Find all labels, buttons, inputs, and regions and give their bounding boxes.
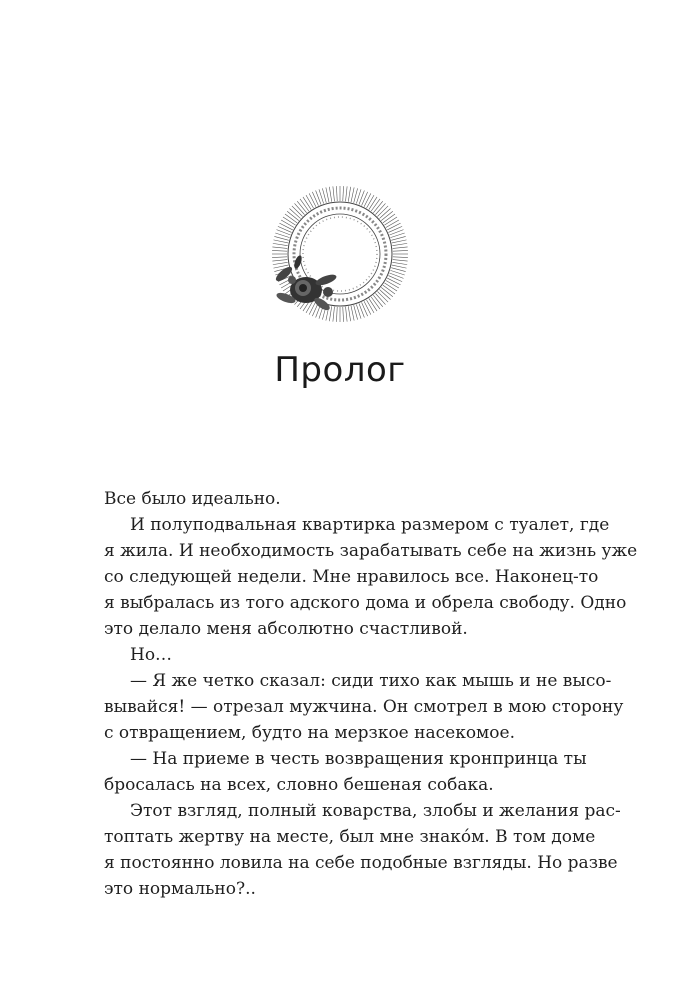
text-line: — Я же четко сказал: сиди тихо как мышь и не высо- [130, 671, 612, 691]
text-line: с отвращением, будто на мерзкое насекомое. [104, 723, 515, 743]
text-line: я жила. И необходимость зарабатывать себе на жизнь уже [104, 541, 638, 561]
text-line: я постоянно ловила на себе подобные взгляды. Но разве [104, 853, 618, 873]
text-line: со следующей недели. Мне нравилось все. Наконец-то [104, 567, 599, 587]
text-line: вывайся! — отрезал мужчина. Он смотрел в мою сторону [104, 697, 624, 717]
text-line: бросалась на всех, словно бешеная собака. [104, 775, 494, 795]
text-line: это нормально?.. [104, 879, 256, 899]
chapter-body [104, 486, 638, 902]
text-line: я выбралась из того адского дома и обрела свободу. Одно [104, 593, 627, 613]
text-line: Этот взгляд, полный коварства, злобы и желания рас- [130, 801, 621, 821]
text-line: — На приеме в честь возвращения кронпринца ты [130, 749, 587, 769]
text-line: это делало меня абсолютно счастливой. [104, 619, 468, 639]
chapter-title: Пролог [274, 350, 406, 390]
text-line: Все было идеально. [104, 489, 281, 509]
text-line: топтать жертву на месте, был мне знако́м. В том доме [104, 827, 596, 847]
text-line: Но… [130, 645, 173, 665]
wreath-ornament-icon [268, 182, 412, 326]
text-line: И полуподвальная квартирка размером с туалет, где [130, 515, 610, 535]
